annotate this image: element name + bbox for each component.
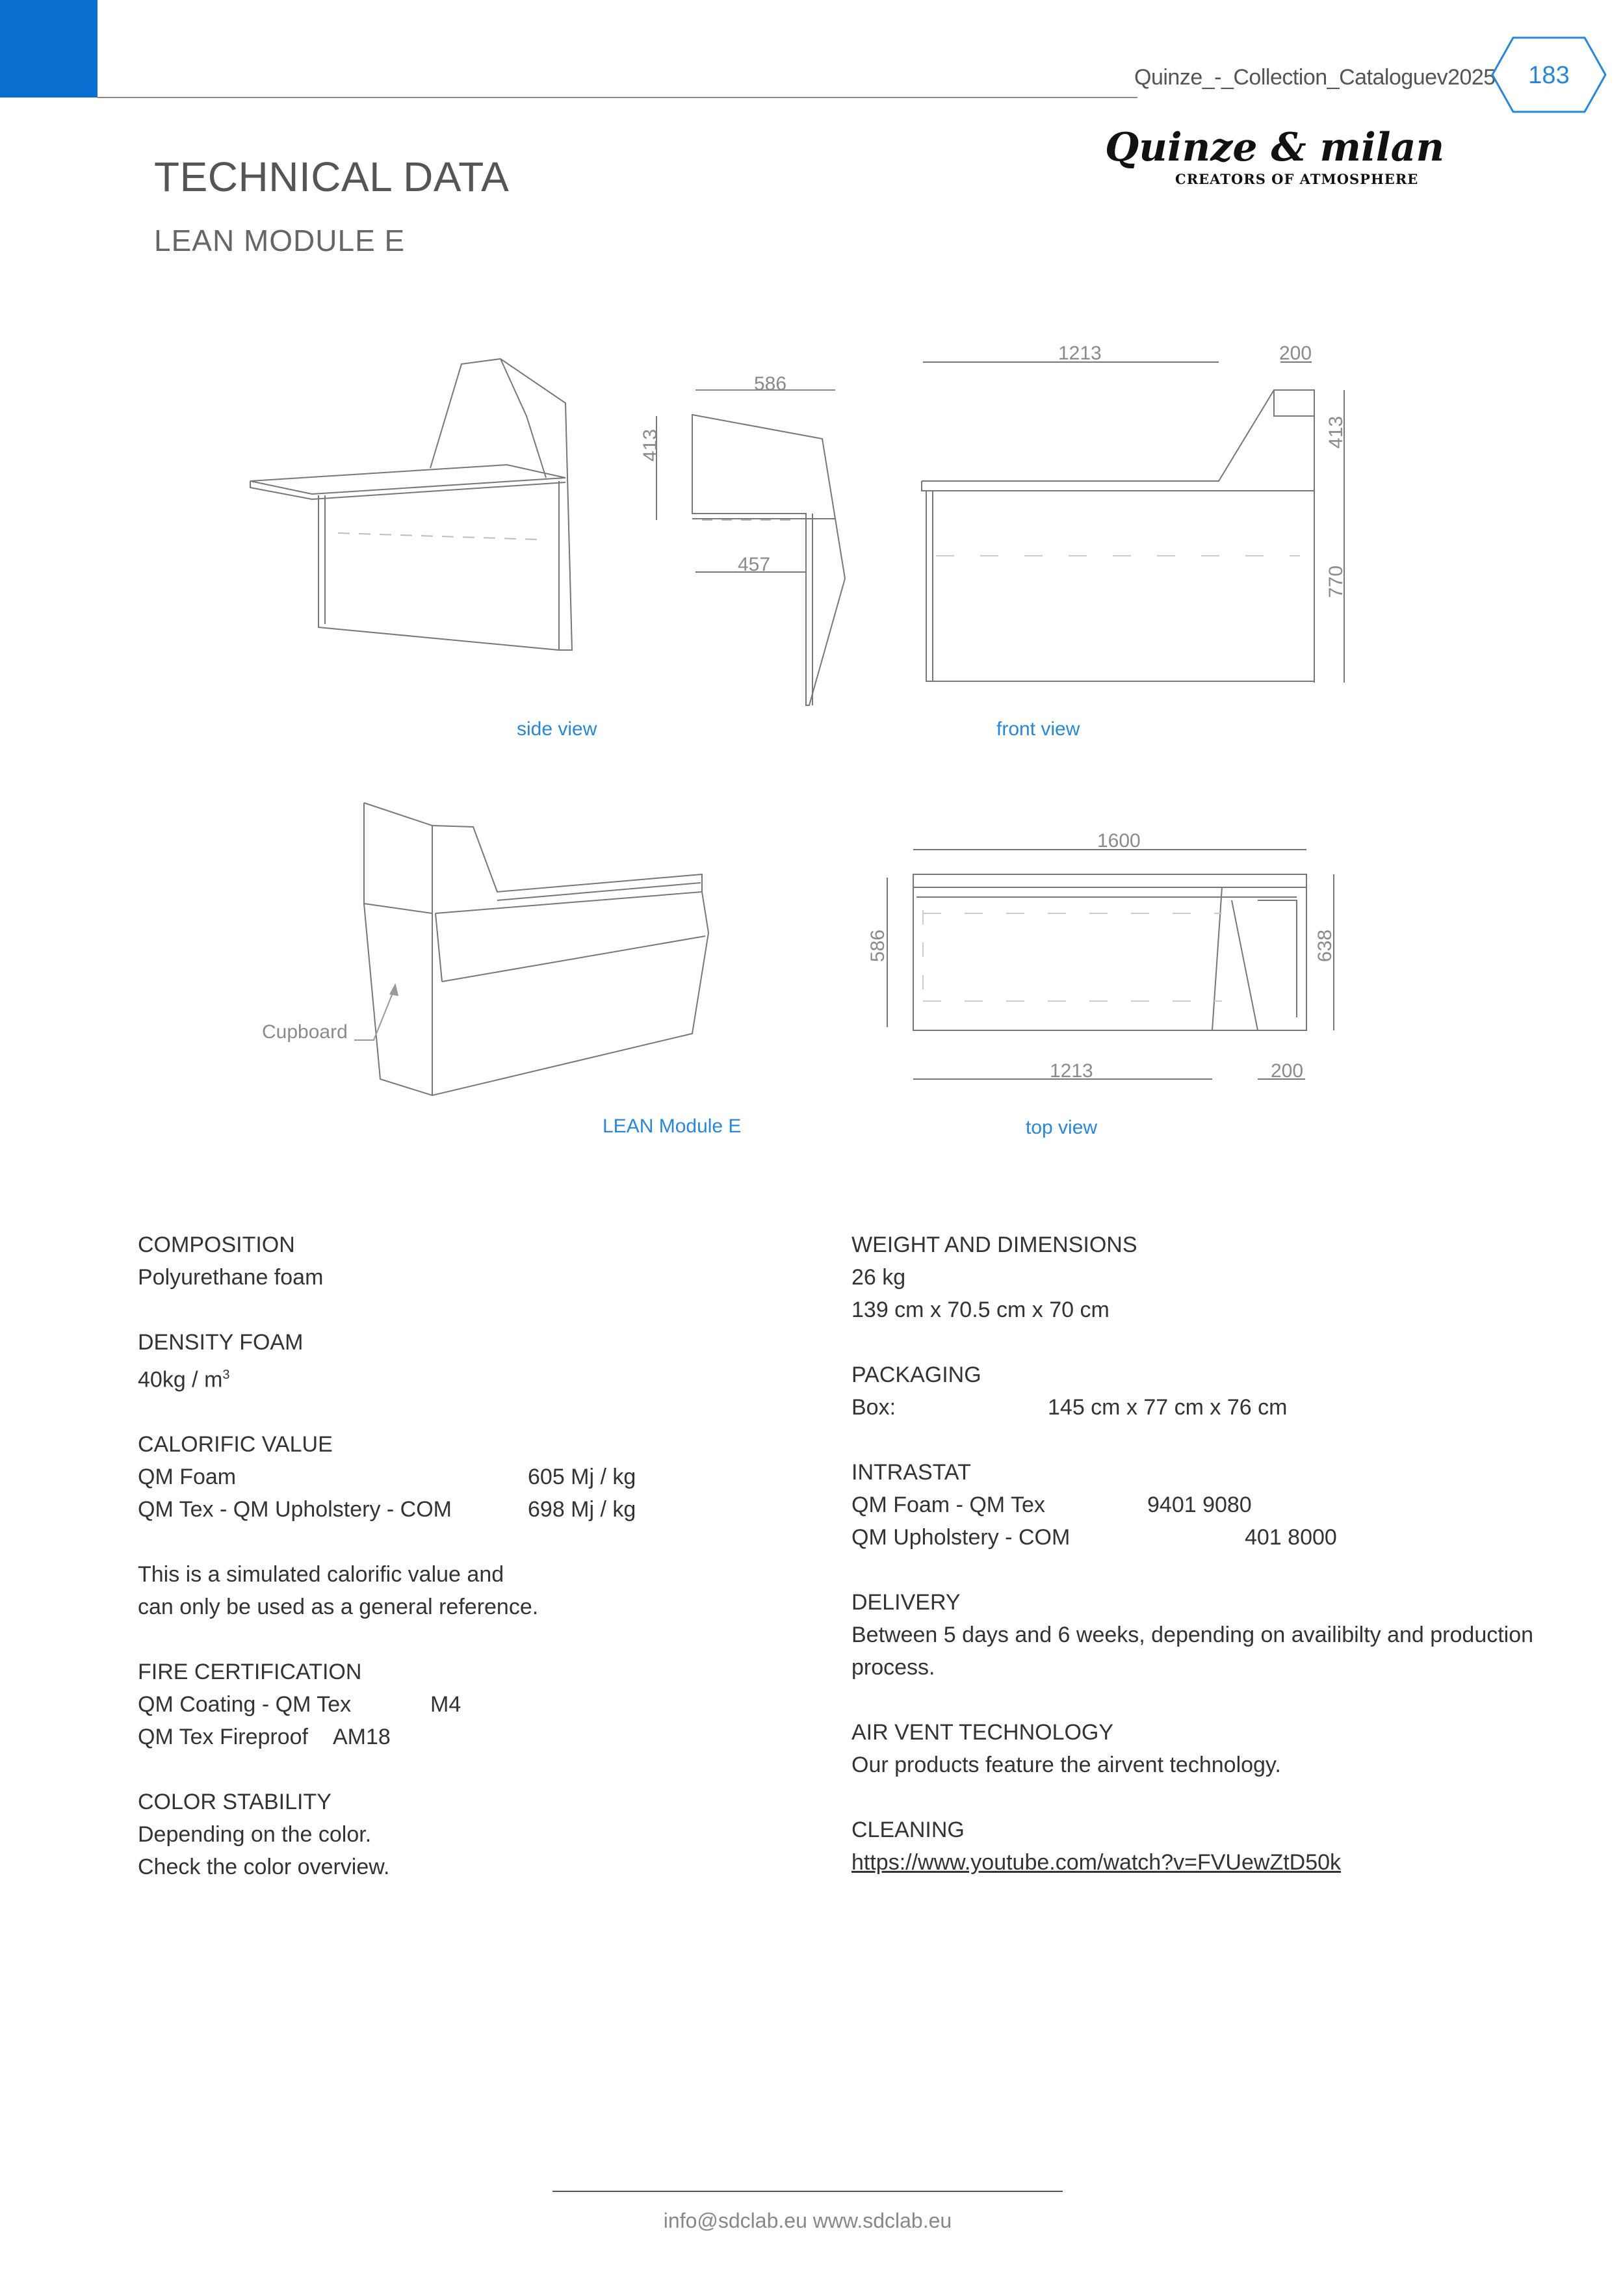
intrastat-label: QM Upholstery - COM xyxy=(851,1525,1071,1550)
composition-value: Polyurethane foam xyxy=(138,1265,324,1290)
dim-200-top: 200 xyxy=(1271,1060,1304,1082)
intrastat-row-foam xyxy=(851,1489,1534,1521)
perspective-drawing-bottom xyxy=(364,803,708,1095)
delivery-line-2: process. xyxy=(851,1655,935,1680)
spec-right-column xyxy=(851,1229,1534,1879)
airvent-value: Our products feature the airvent technology. xyxy=(851,1753,1281,1777)
dim-770-front: 770 xyxy=(1325,565,1347,598)
front-view-label: front view xyxy=(996,718,1080,740)
calorific-value: 698 Mj / kg xyxy=(528,1497,636,1522)
perspective-drawing-top xyxy=(250,359,572,650)
density-row xyxy=(138,1359,697,1396)
dim-200-front: 200 xyxy=(1279,343,1312,364)
color-line-2: Check the color overview. xyxy=(138,1855,390,1880)
footer-contact: info@sdclab.eu www.sdclab.eu xyxy=(663,2209,952,2232)
color-heading: COLOR STABILITY xyxy=(138,1790,331,1815)
fire-value: AM18 xyxy=(333,1725,391,1750)
side-view-label: side view xyxy=(517,718,597,740)
logo-tagline: CREATORS OF ATMOSPHERE xyxy=(1175,171,1419,187)
logo-wordmark: Quinze & milan xyxy=(1105,125,1445,170)
intrastat-row-upholstery xyxy=(851,1521,1534,1554)
dim-1600-top: 1600 xyxy=(1097,830,1141,852)
header-accent-block xyxy=(0,0,97,98)
header-rule xyxy=(97,97,1137,98)
intrastat-value: 9401 9080 xyxy=(1147,1493,1252,1517)
density-heading: DENSITY FOAM xyxy=(138,1330,304,1355)
brand-logo xyxy=(1105,120,1469,192)
calorific-heading: CALORIFIC VALUE xyxy=(138,1432,333,1457)
calorific-value: 605 Mj / kg xyxy=(528,1465,636,1490)
density-unit-exponent: 3 xyxy=(222,1368,230,1382)
dim-457-side: 457 xyxy=(738,554,771,575)
dim-586-side: 586 xyxy=(754,373,787,395)
dimensions-value: 139 cm x 70.5 cm x 70 cm xyxy=(851,1298,1110,1322)
page-number: 183 xyxy=(1528,62,1570,89)
calorific-row-tex xyxy=(138,1493,697,1526)
composition-heading: COMPOSITION xyxy=(138,1233,295,1257)
packaging-row xyxy=(851,1391,1534,1424)
intrastat-heading: INTRASTAT xyxy=(851,1460,971,1485)
packaging-label: Box: xyxy=(851,1395,896,1420)
weight-value: 26 kg xyxy=(851,1265,906,1290)
density-value: 40kg / m xyxy=(138,1367,223,1392)
footer-rule xyxy=(552,2191,1063,2192)
weight-heading: WEIGHT AND DIMENSIONS xyxy=(851,1233,1137,1257)
fire-heading: FIRE CERTIFICATION xyxy=(138,1660,362,1685)
fire-label: QM Coating - QM Tex xyxy=(138,1692,352,1717)
top-view-label: top view xyxy=(1026,1117,1098,1138)
fire-value: M4 xyxy=(430,1692,461,1717)
delivery-line-1: Between 5 days and 6 weeks, depending on availibilty and production xyxy=(851,1623,1534,1647)
calorific-note-line-2: can only be used as a general reference. xyxy=(138,1595,539,1620)
spec-left-column xyxy=(138,1229,697,1883)
module-view-label: LEAN Module E xyxy=(603,1115,742,1137)
technical-drawings xyxy=(0,312,1623,1157)
dim-586-top: 586 xyxy=(867,929,889,962)
top-view-drawing xyxy=(887,850,1334,1079)
packaging-value: 145 cm x 77 cm x 76 cm xyxy=(1048,1395,1288,1420)
dim-1213-top: 1213 xyxy=(1050,1060,1093,1082)
dim-638-top: 638 xyxy=(1314,929,1336,962)
cupboard-callout: Cupboard xyxy=(262,1021,348,1043)
calorific-row-foam xyxy=(138,1461,697,1493)
fire-row-fireproof xyxy=(138,1721,697,1753)
calorific-note-line-1: This is a simulated calorific value and xyxy=(138,1562,504,1587)
side-view-drawing xyxy=(656,390,845,705)
catalogue-name: Quinze_-_Collection_Cataloguev2025 xyxy=(1134,65,1496,90)
cleaning-video-link[interactable]: https://www.youtube.com/watch?v=FVUewZtD50k xyxy=(851,1850,1342,1875)
color-line-1: Depending on the color. xyxy=(138,1822,372,1847)
front-view-drawing xyxy=(922,362,1344,683)
calorific-label: QM Foam xyxy=(138,1465,237,1490)
fire-label: QM Tex Fireproof xyxy=(138,1725,309,1750)
calorific-label: QM Tex - QM Upholstery - COM xyxy=(138,1497,452,1522)
intrastat-label: QM Foam - QM Tex xyxy=(851,1493,1045,1517)
airvent-heading: AIR VENT TECHNOLOGY xyxy=(851,1720,1114,1745)
dim-413-side: 413 xyxy=(640,428,661,462)
page-subtitle: LEAN MODULE E xyxy=(154,224,406,257)
dim-1213-front: 1213 xyxy=(1058,343,1102,364)
page-title: TECHNICAL DATA xyxy=(154,153,510,200)
packaging-heading: PACKAGING xyxy=(851,1363,981,1387)
fire-row-coating xyxy=(138,1688,697,1721)
cleaning-heading: CLEANING xyxy=(851,1818,965,1842)
intrastat-value: 401 8000 xyxy=(1245,1525,1337,1550)
delivery-heading: DELIVERY xyxy=(851,1590,961,1615)
dim-413-front: 413 xyxy=(1325,415,1347,449)
